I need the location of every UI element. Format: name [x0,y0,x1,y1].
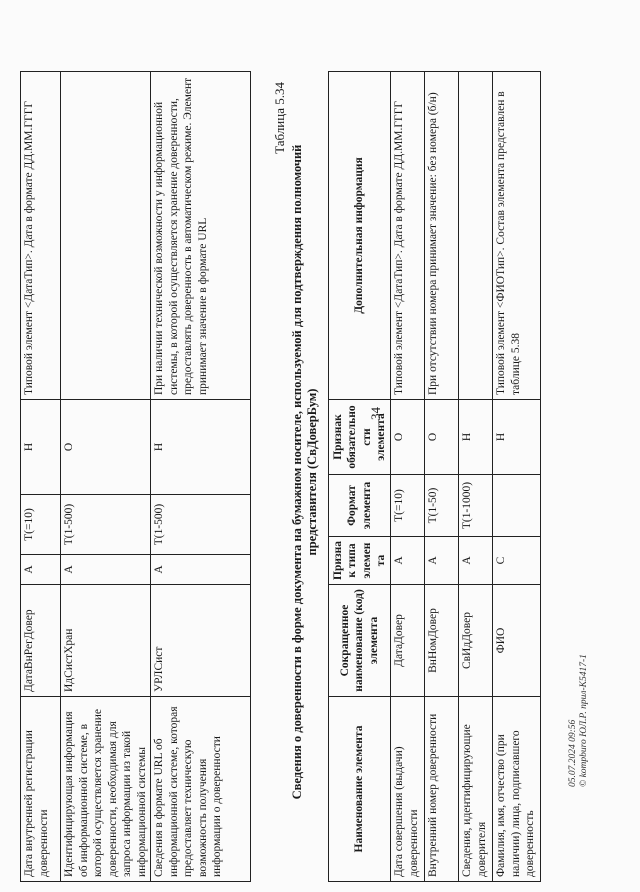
cell-name: Внутренний номер доверенности [425,697,459,882]
header-required: Признак обязательности элемента [329,400,391,475]
table-main [328,71,541,882]
cell-info: При отсутствии номера принимает значение: без номера (б/н) [425,72,459,400]
table-header-row [329,72,391,882]
table-row [493,72,541,882]
cell-name: Идентифицирующая информация об информационной системе, в которой осуществляется хранение доверенности, необходимая для запроса информации из такой информационной системы [61,697,151,882]
cell-format: T(1-500) [61,495,151,555]
table-continuation-body [21,72,251,882]
table-row [425,72,459,882]
cell-name: Сведения, идентифицирующие доверителя [459,697,493,882]
cell-format: T(=10) [21,495,61,555]
cell-type: А [61,555,151,585]
cell-info [61,72,151,400]
cell-code: СвИдДовер [459,585,493,697]
cell-required: Н [493,400,541,475]
cell-format: T(1-500) [151,495,251,555]
cell-required: О [61,400,151,495]
header-format: Формат элемента [329,475,391,537]
cell-type: А [21,555,61,585]
cell-name: Дата внутренней регистрации доверенности [21,697,61,882]
header-info: Дополнительная информация [329,72,391,400]
cell-code: УРЛСист [151,585,251,697]
cell-info: Типовой элемент <ФИОТип>. Состав элемента представлен в таблице 5.38 [493,72,541,400]
rotated-content [20,22,620,882]
table-row [459,72,493,882]
page-number-screen: 34 [368,407,383,420]
table-title: Сведения о доверенности в форме документа на бумажном носителе, используемой для подтверждения полномочий представителя (СвДоверБум) [290,144,319,800]
cell-format: T(=10) [391,475,425,537]
table-row [391,72,425,882]
cell-name: Сведения в формате URL об информационной системе, которая предоставляет техническую возможность получения информации о доверенности [151,697,251,882]
cell-code: ДатаДовер [391,585,425,697]
cell-name: Дата совершения (выдачи) доверенности [391,697,425,882]
header-code: Сокращенное наименование (код) элемента [329,585,391,697]
cell-type: А [459,537,493,585]
table-row [151,72,251,882]
cell-required: Н [459,400,493,475]
header-name: Наименование элемента [329,697,391,882]
cell-type: А [151,555,251,585]
cell-code: ИдСистХран [61,585,151,697]
footer-date: 05.07.2024 09:56 [568,719,578,787]
table-row [61,72,151,882]
cell-required: О [425,400,459,475]
cell-info: Типовой элемент <ДатаТип>. Дата в формате ДД.ММ.ГГГГ [391,72,425,400]
cell-info [459,72,493,400]
header-type: Признак типа элемента [329,537,391,585]
table-label: Таблица 5.34 [272,82,287,154]
table-continuation [20,71,251,882]
cell-format [493,475,541,537]
cell-info: При наличии технической возможности у информационной системы, в которой осуществляется хранение доверенности, предоставлять доверенность в автоматическом режиме. Элемент принимает значение в формате URL [151,72,251,400]
cell-code: ВнНомДовер [425,585,459,697]
cell-type: А [425,537,459,585]
cell-type: С [493,537,541,585]
cell-required: Н [151,400,251,495]
cell-name: Фамилия, имя, отчество (при наличии) лица, подписавшего доверенность [493,697,541,882]
cell-info: Типовой элемент <ДатаТип>. Дата в формате ДД.ММ.ГГГГ [21,72,61,400]
cell-code: ФИО [493,585,541,697]
cell-required: О [391,400,425,475]
cell-code: ДатаВнРегДовер [21,585,61,697]
cell-format: T(1-50) [425,475,459,537]
cell-format: T(1-1000) [459,475,493,537]
table-row [21,72,61,882]
cell-required: Н [21,400,61,495]
footer-stamp [568,654,590,787]
footer-source: © kompburo ЮЛ.Р. прил-К5417-1 [579,654,589,787]
cell-type: А [391,537,425,585]
